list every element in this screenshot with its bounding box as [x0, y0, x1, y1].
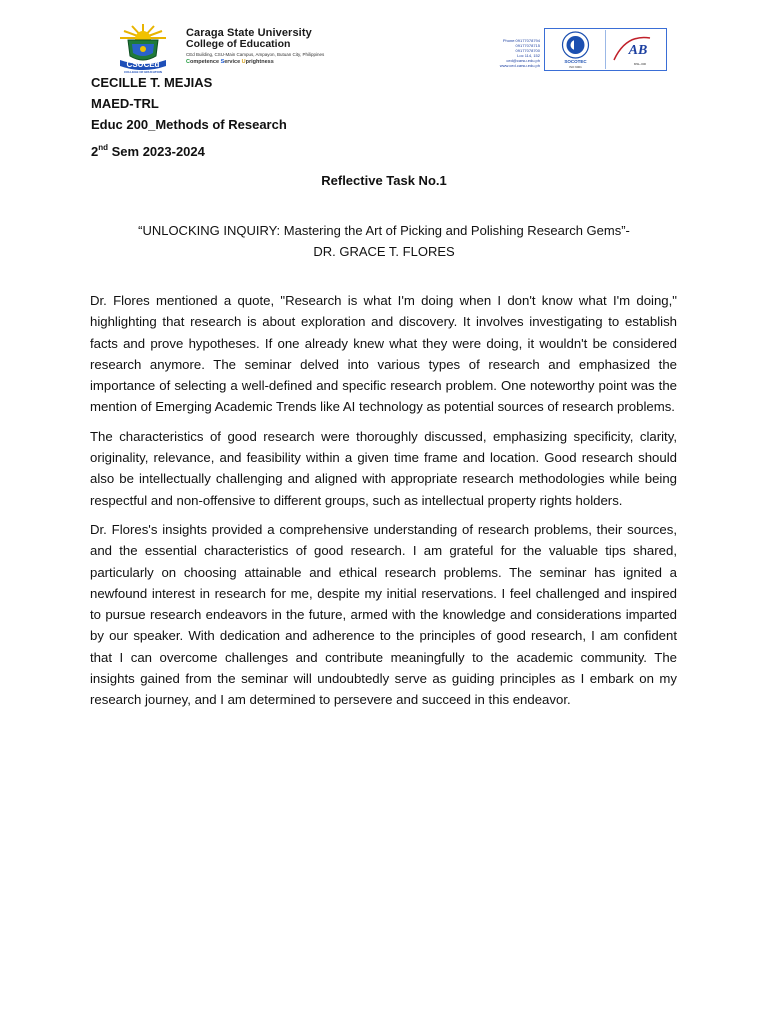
college-name: College of Education	[186, 38, 291, 50]
contact-email: ced@carsu.edu.ph	[506, 58, 540, 63]
university-name: Caraga State University	[186, 27, 312, 39]
task-title: Reflective Task No.1	[321, 173, 447, 188]
author-program: MAED-TRL	[91, 96, 159, 111]
contact-phone-2: 09177078715	[515, 43, 540, 48]
institution-block	[186, 28, 466, 66]
socotec-certification	[546, 30, 606, 69]
seminar-speaker: DR. GRACE T. FLORES	[313, 244, 455, 259]
contact-phone-3: 09177078700	[515, 48, 540, 53]
author-name: CECILLE T. MEJIAS	[91, 75, 213, 90]
paragraph-2: The characteristics of good research were thoroughly discussed, emphasizing specificity, clarity, originality, relevance, and feasibility within a given time frame and location. Good research should also be intellectually challenging and aligned with appropriate research methodologies while being respectful and non-offensive to different groups, such as intellectual property rights holders.	[90, 428, 677, 508]
college-motto: Competence Service Uprightness	[186, 59, 274, 65]
ab-certification	[606, 30, 665, 69]
ab-sub-label: MSL-000	[633, 62, 647, 66]
contact-info	[478, 38, 540, 68]
ab-accreditation-icon	[606, 30, 665, 69]
letterhead	[0, 0, 768, 75]
contact-website: www.ced.carsu.edu.ph	[499, 63, 540, 68]
contact-local: Loc 114, 152	[517, 53, 540, 58]
paragraph-3: Dr. Flores's insights provided a comprehensive understanding of research problems, their sources, and the essential characteristics of good research. I am grateful for the valuable tips shared, particularly on choosing attainable and ethical research problems. The seminar has ignited a newfound interest in research for me, despite my initial reservations. I feel challenged and inspired to pursue research endeavors in the future, armed with the knowledge and considerations imparted by our speaker. With dedication and adherence to the principles of good research, I am confident that I can overcome challenges and contribute meaningfully to the academic community. The insights gained from the seminar will undoubtedly serve as guiding principles as I embark on my research journey, and I am determined to persevere and succeed in this endeavor.	[90, 521, 677, 708]
college-logo	[112, 22, 174, 74]
author-block	[91, 72, 287, 135]
contact-phone: Phone:09177078794	[502, 38, 540, 43]
socotec-seal-icon	[546, 30, 605, 69]
logo-subtext: COLLEGE OF EDUCATION	[124, 70, 162, 74]
certification-box	[544, 28, 667, 71]
college-address: CEd Building, CSU-Main Campus, Ampayon, Butuan City, Philippines	[186, 52, 325, 57]
reflection-body	[90, 290, 677, 719]
author-course: Educ 200_Methods of Research	[91, 117, 287, 132]
logo-wordmark: CSUCEd	[126, 60, 160, 69]
paragraph-1: Dr. Flores mentioned a quote, "Research is what I'm doing when I don't know what I'm doing," highlighting that research is about exploration and discovery. It involves investigating to establish facts and prove hypotheses. If one already knew what they were doing, it wouldn't be considered research anymore. The seminar delved into various types of research and emphasized the importance of selecting a well-defined and specific research problem. One noteworthy point was the mention of Emerging Academic Trends like AI technology as potential sources of research problems.	[90, 293, 677, 415]
socotec-label: SOCOTEC	[564, 59, 587, 64]
seminar-title-line-1: “UNLOCKING INQUIRY: Mastering the Art of Picking and Polishing Research Gems”-	[138, 223, 630, 238]
ab-label: AB	[628, 43, 648, 58]
csuced-logo-icon	[112, 22, 174, 74]
iso-label: ISO 9001	[569, 65, 582, 69]
seminar-title	[90, 220, 678, 262]
semester-line: 2nd Sem 2023-2024	[91, 143, 205, 159]
